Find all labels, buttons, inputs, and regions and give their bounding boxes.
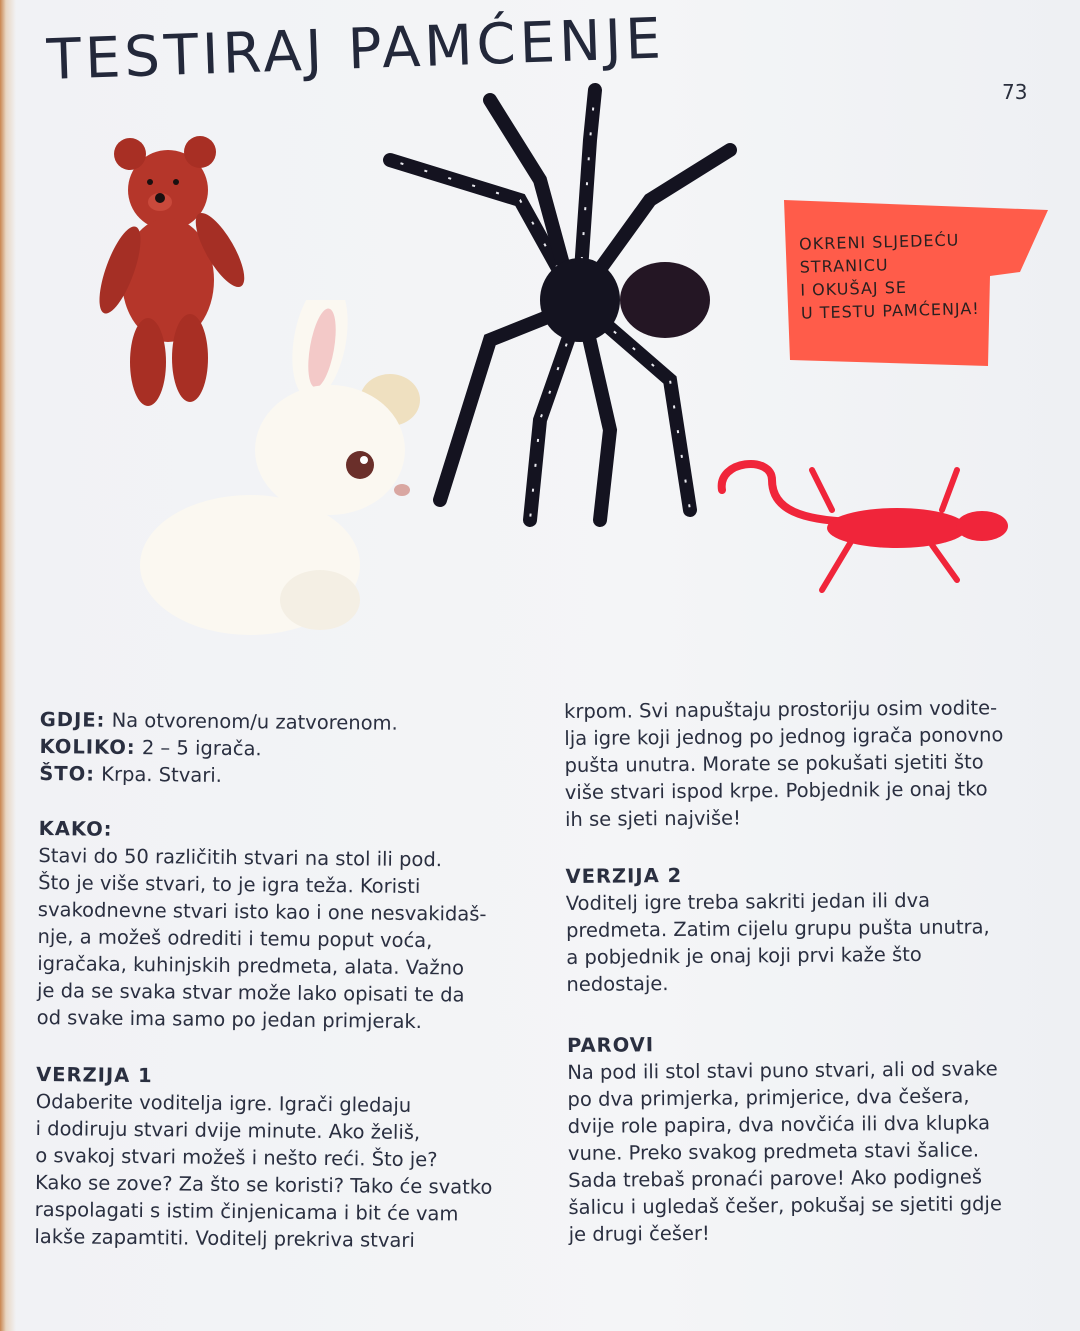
callout-line: U TESTU PAMĆENJA! — [800, 298, 980, 323]
text-line: više stvari ispod krpe. Pobjednik je onaj tko — [564, 777, 988, 804]
text-line: je drugi češer! — [568, 1221, 710, 1246]
section-heading-kako: KAKO: — [38, 816, 113, 841]
lizard-image — [712, 450, 1012, 620]
text-line: lja igre koji jednog po jednog igrača ponovno — [564, 723, 1004, 750]
text-line: Voditelj igre treba sakriti jedan ili dva — [565, 888, 931, 915]
page-number: 73 — [1002, 80, 1028, 104]
spider-image — [370, 80, 750, 540]
text-line: Sada trebaš pronaći parove! Ako podigneš — [568, 1165, 983, 1192]
section-heading-parovi: PAROVI — [566, 1033, 655, 1057]
text-line: i dodiruju stvari dvije minute. Ako želiš, — [35, 1116, 421, 1145]
text-line: Kako se zove? Za što se koristi? Tako će svatko — [34, 1170, 493, 1199]
text-line: nje, a možeš odrediti i temu poput voća, — [37, 924, 433, 953]
text-line: po dva primjerka, primjerice, dva češera, — [567, 1084, 970, 1111]
meta-value: 2 – 5 igrača. — [141, 736, 262, 761]
text-line: a pobjednik je onaj koji prvi kaže što — [566, 942, 922, 969]
text-line: lakše zapamtiti. Voditelj prekriva stvari — [34, 1224, 415, 1252]
meta-value: Na otvorenom/u zatvorenom. — [111, 708, 398, 735]
text-line: je da se svaka stvar može lako opisati te da — [36, 978, 465, 1007]
meta-key: KOLIKO: — [39, 734, 136, 760]
text-line: svakodnevne stvari isto kao i one nesvakidaš- — [37, 897, 487, 926]
callout-line: OKRENI SLJEDEĆU — [798, 230, 960, 254]
text-line: ih se sjeti najviše! — [564, 806, 741, 831]
text-line: dvije role papira, dva novčića ili dva klupka — [567, 1111, 991, 1138]
text-line: od svake ima samo po jedan primjerak. — [36, 1005, 423, 1034]
text-line: Što je više stvari, to je igra teža. Koristi — [38, 870, 421, 898]
text-line: Na pod ili stol stavi puno stvari, ali od svake — [567, 1057, 998, 1084]
callout-text — [799, 227, 1001, 324]
meta-value: Krpa. Stvari. — [101, 762, 223, 787]
section-heading-verzija-1: VERZIJA 1 — [36, 1062, 153, 1088]
right-text-column — [564, 694, 1049, 1248]
text-line: Stavi do 50 različitih stvari na stol ili pod. — [38, 843, 443, 872]
text-line: Odaberite voditelja igre. Igrači gledaju — [35, 1089, 412, 1117]
text-line: nedostaje. — [566, 972, 669, 996]
callout-banner — [784, 200, 1048, 366]
text-line: vune. Preko svakog predmeta stavi šalice. — [567, 1138, 980, 1165]
text-line: šalicu i ugledaš češer, pokušaj se sjetiti gdje — [568, 1192, 1003, 1219]
meta-key: GDJE: — [39, 707, 106, 732]
text-line: predmeta. Zatim cijelu grupu pušta unutra, — [565, 915, 990, 942]
callout-line: STRANICU — [799, 255, 889, 277]
left-text-column — [34, 706, 520, 1255]
text-line: igračaka, kuhinjskih predmeta, alata. Važno — [37, 951, 465, 980]
meta-key: ŠTO: — [39, 761, 96, 786]
text-line: raspolagati s istim činjenicama i bit će vam — [34, 1197, 459, 1226]
text-line: krpom. Svi napuštaju prostoriju osim vodite- — [564, 696, 998, 723]
text-line: pušta unutra. Morate se pokušati sjetiti što — [564, 750, 984, 777]
callout-line: I OKUŠAJ SE — [800, 277, 908, 300]
meta-what — [39, 760, 519, 792]
section-heading-verzija-2: VERZIJA 2 — [565, 863, 683, 888]
text-line: o svakoj stvari možeš i nešto reći. Što je? — [35, 1143, 438, 1172]
page-title: TESTIRAJ PAMĆENJE — [45, 6, 666, 93]
